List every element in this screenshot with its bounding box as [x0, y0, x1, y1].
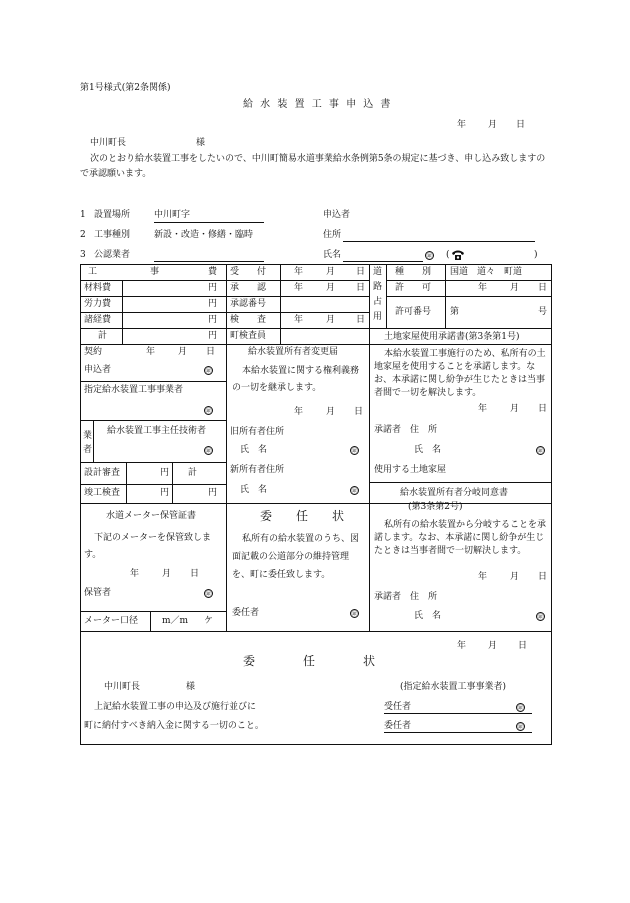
grid-line — [226, 503, 227, 631]
cost-row-unit: 円 — [208, 315, 218, 325]
delegation-large-body-line2: 町に納付すべき納入金に関する一切のこと。 — [84, 721, 264, 731]
old-owner-address: 旧所有者住所 — [230, 427, 285, 437]
process-label: 承認番号 — [230, 299, 267, 309]
new-owner-name: 氏 名 — [240, 485, 268, 495]
meter-year: 年 — [130, 569, 140, 579]
branch-consenter-address: 承諾者 住 所 — [374, 592, 438, 602]
grid-line — [80, 328, 369, 329]
addressee-sama: 様 — [196, 138, 206, 148]
owner-change-body: 本給水装置に関する権利義務の一切を継承します。 — [232, 366, 360, 393]
addressee-name: 中川町長 — [90, 138, 127, 148]
applicant-address-label: 住所 — [323, 230, 342, 240]
delegation-large-title: 委 任 状 — [243, 654, 376, 668]
contractor-label: 指定給水装置工事事業者 — [84, 385, 184, 395]
process-year: 年 — [294, 267, 304, 277]
delegation-large-sama: 様 — [186, 682, 196, 692]
chief-engineer-seal: ㊞ — [205, 448, 212, 455]
chief-engineer-label: 給水装置工事主任技術者 — [107, 426, 207, 436]
branch-consent-month: 月 — [510, 572, 520, 582]
item-2-label: 工事種別 — [94, 230, 131, 240]
total-label: 計 — [188, 468, 198, 478]
grid-line — [80, 462, 226, 463]
grid-line — [80, 503, 552, 504]
land-consenter-name: 氏 名 — [414, 445, 442, 455]
branch-consenter-seal: ㊞ — [537, 614, 544, 621]
grid-line — [369, 482, 552, 483]
delegation-large-month: 月 — [488, 641, 498, 651]
cost-row-label: 諸経費 — [84, 315, 112, 325]
applicant-address-line — [343, 241, 535, 242]
grid-line — [80, 631, 552, 632]
land-consent-month: 月 — [510, 404, 520, 414]
road-vertical-1: 道 — [373, 267, 383, 277]
header-day: 日 — [516, 120, 526, 130]
item-1-underline — [154, 222, 264, 223]
delegation-large-day: 日 — [518, 641, 528, 651]
contract-applicant-seal: ㊞ — [205, 368, 212, 375]
completion-check-yen: 円 — [160, 488, 170, 498]
applicant-name-label: 氏名 — [323, 250, 342, 260]
grid-line — [126, 462, 127, 503]
grid-line — [80, 312, 369, 313]
cost-row-label: 計 — [98, 331, 108, 341]
telephone-icon — [451, 249, 465, 261]
item-2-number: 2 — [80, 230, 86, 240]
grid-line — [369, 503, 370, 631]
meter-day: 日 — [190, 569, 200, 579]
applicant-seal: ㊞ — [426, 253, 433, 260]
old-owner-seal: ㊞ — [351, 448, 358, 455]
meter-caliber-label: メーター口径 — [84, 616, 139, 626]
grid-line — [80, 611, 226, 612]
applicant-label: 申込者 — [323, 210, 351, 220]
owner-change-title: 給水装置所有者変更届 — [248, 347, 339, 357]
gyosha-vertical-2: 者 — [83, 445, 93, 455]
road-type-value: 国道 道々 町道 — [450, 267, 523, 277]
header-month: 月 — [488, 120, 498, 130]
intro-text: 次のとおり給水装置工事をしたいので、中川町簡易水道事業給水条例第5条の規定に基づき、申し込み致しますので承認願います。 — [80, 154, 546, 179]
branch-consenter-name: 氏 名 — [414, 611, 442, 621]
total-yen: 円 — [208, 488, 218, 498]
meter-count-unit: ケ — [204, 616, 214, 626]
cost-header-3: 費 — [208, 267, 218, 277]
delegatee-label: 受任者 — [384, 702, 412, 712]
grid-line — [80, 280, 369, 281]
branch-consent-title: 給水装置所有者分岐同意書 — [400, 488, 509, 498]
delegation-large-year: 年 — [457, 641, 467, 651]
applicant-name-line — [343, 261, 423, 262]
design-review-label: 設計審査 — [84, 468, 121, 478]
delegation-small-delegator: 委任者 — [232, 608, 260, 618]
process-month: 月 — [326, 283, 336, 293]
grid-line — [172, 462, 173, 503]
grid-line — [369, 264, 370, 503]
delegation-small-body: 私所有の給水装置のうち、図面記載の公道部分の維持管理を、町に委任致します。 — [232, 534, 360, 580]
delegation-small-seal: ㊞ — [351, 611, 358, 618]
meter-title: 水道メーター保管証書 — [106, 511, 197, 521]
delegator-line — [384, 732, 532, 733]
land-consenter-address: 承諾者 住 所 — [374, 425, 438, 435]
road-type-label: 種 別 — [395, 267, 432, 277]
gyosha-vertical-1: 業 — [83, 431, 93, 441]
road-permit-day: 日 — [538, 283, 548, 293]
owner-change-month: 月 — [326, 407, 336, 417]
delegation-large-addressee: 中川町長 — [104, 682, 141, 692]
grid-line — [445, 264, 446, 328]
process-day: 日 — [356, 283, 366, 293]
land-consent-year: 年 — [478, 404, 488, 414]
process-label: 町検査員 — [230, 331, 267, 341]
contractor-seal: ㊞ — [205, 408, 212, 415]
grid-line — [226, 264, 227, 505]
road-vertical-4: 用 — [373, 312, 383, 322]
header-year: 年 — [457, 120, 467, 130]
land-consent-body: 本給水装置工事施行のため、私所有の土地家屋を使用することを承諾します。なお、本承諾に関し紛争が生じたときは当事者間で一切を解決します。 — [374, 349, 546, 398]
grid-line — [386, 264, 387, 328]
delegation-large-contractor-label: (指定給水装置工事事業者) — [400, 682, 507, 692]
land-consenter-seal: ㊞ — [537, 448, 544, 455]
road-vertical-3: 占 — [373, 297, 383, 307]
land-used-label: 使用する土地家屋 — [374, 465, 447, 475]
item-1-number: 1 — [80, 210, 86, 220]
process-label: 承 認 — [230, 283, 267, 293]
cost-row-unit: 円 — [208, 331, 218, 341]
process-month: 月 — [326, 315, 336, 325]
contract-day: 日 — [206, 347, 216, 357]
branch-consent-day: 日 — [538, 572, 548, 582]
grid-line — [80, 420, 226, 421]
road-number-label: 許可番号 — [395, 307, 432, 317]
completion-check-label: 竣工検査 — [84, 488, 121, 498]
road-vertical-2: 路 — [373, 282, 383, 292]
delegator-seal: ㊞ — [517, 724, 524, 731]
old-owner-name: 氏 名 — [240, 445, 268, 455]
branch-consent-year: 年 — [478, 572, 488, 582]
item-3-underline — [154, 261, 264, 262]
branch-consent-body: 私所有の給水装置から分岐することを承諾します。なお、本承諾に関し紛争が生じたときは当事者間で一切解決します。 — [374, 520, 547, 556]
item-1-value: 中川町字 — [154, 210, 191, 220]
grid-line — [280, 264, 281, 344]
item-1-label: 設置場所 — [94, 210, 131, 220]
delegation-small-title: 委 任 状 — [260, 509, 345, 523]
design-review-yen: 円 — [160, 468, 170, 478]
meter-caliber-unit: m／m — [162, 616, 189, 626]
delegation-large-body-line1: 上記給水装置工事の申込及び施行並びに — [94, 702, 257, 712]
owner-change-year: 年 — [294, 407, 304, 417]
contract-year: 年 — [146, 347, 156, 357]
delegatee-line — [384, 713, 532, 714]
cost-row-unit: 円 — [208, 283, 218, 293]
process-year: 年 — [294, 315, 304, 325]
form-number-label: 第1号様式(第2条関係) — [80, 83, 171, 93]
process-label: 受 付 — [230, 267, 267, 277]
meter-body: 下記のメーターを保管致します。 — [84, 533, 212, 560]
phone-paren-open: ( — [446, 250, 450, 260]
owner-change-day: 日 — [354, 407, 364, 417]
road-number-suffix: 号 — [538, 307, 548, 317]
page-title: 給 水 装 置 工 事 申 込 書 — [243, 99, 393, 110]
process-label: 検 査 — [230, 315, 267, 325]
phone-paren-close: ) — [534, 250, 538, 260]
item-3-number: 3 — [80, 250, 86, 260]
grid-line — [386, 296, 552, 297]
branch-consent-subtitle: (第3条第2号) — [408, 502, 463, 512]
grid-line — [386, 280, 552, 281]
meter-keeper: 保管者 — [84, 588, 112, 598]
grid-line — [150, 611, 151, 631]
land-consent-day: 日 — [538, 404, 548, 414]
new-owner-address: 新所有者住所 — [230, 465, 285, 475]
item-3-label: 公認業者 — [94, 250, 131, 260]
process-day: 日 — [356, 315, 366, 325]
road-permit-label: 許 可 — [395, 283, 432, 293]
item-2-value: 新設・改造・修繕・臨時 — [154, 230, 254, 240]
process-month: 月 — [326, 267, 336, 277]
new-owner-seal: ㊞ — [351, 488, 358, 495]
grid-line — [93, 420, 94, 462]
grid-line — [80, 381, 226, 382]
meter-keeper-seal: ㊞ — [205, 591, 212, 598]
grid-line — [80, 484, 226, 485]
contract-applicant: 申込者 — [84, 365, 112, 375]
grid-line — [369, 328, 552, 329]
cost-row-unit: 円 — [208, 299, 218, 309]
process-year: 年 — [294, 283, 304, 293]
delegatee-seal: ㊞ — [517, 705, 524, 712]
contract-month: 月 — [178, 347, 188, 357]
contract-label: 契約 — [84, 347, 103, 357]
road-permit-year: 年 — [478, 283, 488, 293]
cost-row-label: 材料費 — [84, 283, 112, 293]
grid-line — [80, 344, 552, 345]
meter-month: 月 — [162, 569, 172, 579]
cost-header-1: 工 — [88, 267, 98, 277]
delegator-label: 委任者 — [384, 721, 412, 731]
land-consent-title: 土地家屋使用承諾書(第3条第1号) — [384, 332, 520, 342]
road-number-prefix: 第 — [450, 307, 460, 317]
cost-header-2: 事 — [150, 267, 160, 277]
process-day: 日 — [356, 267, 366, 277]
road-permit-month: 月 — [510, 283, 520, 293]
grid-line — [80, 296, 369, 297]
grid-line — [122, 280, 123, 344]
cost-row-label: 労力費 — [84, 299, 112, 309]
